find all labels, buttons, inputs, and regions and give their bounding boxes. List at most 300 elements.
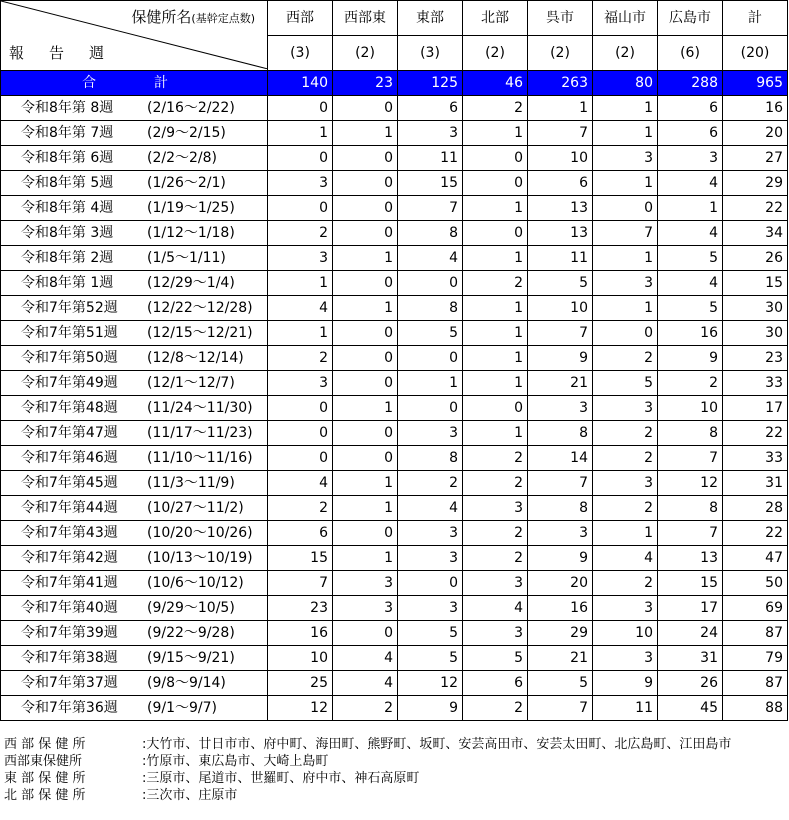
note-value: 三原市、尾道市、世羅町、府中市、神石高原町: [146, 771, 420, 786]
value-cell: 3: [528, 396, 593, 421]
week-cell: [1, 646, 268, 671]
column-header-fukuyama: 福山市: [593, 1, 658, 36]
week-label: 令和8年第 5週: [21, 175, 114, 191]
column-header-north: 北部: [463, 1, 528, 36]
value-cell: 6: [398, 96, 463, 121]
week-label: 令和7年第39週: [21, 625, 118, 641]
value-cell: 0: [398, 271, 463, 296]
value-cell: 15: [658, 571, 723, 596]
value-cell: 34: [723, 221, 788, 246]
week-cell: [1, 146, 268, 171]
table-row: [1, 671, 788, 696]
value-cell: 9: [528, 346, 593, 371]
value-cell: 0: [268, 421, 333, 446]
value-cell: 0: [333, 446, 398, 471]
value-cell: 8: [658, 496, 723, 521]
week-range: (9/8～9/14): [147, 675, 226, 691]
value-cell: 2: [268, 221, 333, 246]
total-cell: 80: [593, 71, 658, 96]
value-cell: 16: [268, 621, 333, 646]
value-cell: 7: [528, 471, 593, 496]
value-cell: 2: [333, 696, 398, 721]
value-cell: 0: [593, 196, 658, 221]
week-range: (10/20～10/26): [147, 525, 253, 541]
value-cell: 3: [463, 496, 528, 521]
week-cell: [1, 96, 268, 121]
value-cell: 1: [658, 196, 723, 221]
value-cell: 0: [398, 346, 463, 371]
value-cell: 0: [333, 271, 398, 296]
value-cell: 0: [333, 171, 398, 196]
value-cell: 3: [333, 571, 398, 596]
table-row: [1, 121, 788, 146]
week-range: (11/24～11/30): [147, 400, 253, 416]
value-cell: 3: [268, 246, 333, 271]
value-cell: 25: [268, 671, 333, 696]
value-cell: 9: [528, 546, 593, 571]
value-cell: 1: [593, 121, 658, 146]
week-label: 令和8年第 7週: [21, 125, 114, 141]
facility-header-label: 保健所名(基幹定点数): [131, 8, 255, 26]
column-header-total: 計: [723, 1, 788, 36]
value-cell: 1: [268, 271, 333, 296]
value-cell: 13: [528, 221, 593, 246]
value-cell: 1: [463, 371, 528, 396]
value-cell: 47: [723, 546, 788, 571]
value-cell: 1: [333, 396, 398, 421]
value-cell: 2: [593, 446, 658, 471]
week-cell: [1, 321, 268, 346]
week-range: (1/19～1/25): [147, 200, 235, 216]
week-cell: [1, 271, 268, 296]
value-cell: 4: [463, 596, 528, 621]
value-cell: 0: [268, 196, 333, 221]
value-cell: 0: [333, 421, 398, 446]
week-cell: [1, 546, 268, 571]
column-header-west-east: 西部東: [333, 1, 398, 36]
value-cell: 1: [268, 121, 333, 146]
week-range: (10/6～10/12): [147, 575, 244, 591]
value-cell: 8: [398, 221, 463, 246]
total-cell: 288: [658, 71, 723, 96]
value-cell: 27: [723, 146, 788, 171]
value-cell: 26: [723, 246, 788, 271]
value-cell: 50: [723, 571, 788, 596]
value-cell: 15: [398, 171, 463, 196]
value-cell: 0: [398, 571, 463, 596]
value-cell: 10: [268, 646, 333, 671]
table-row: [1, 571, 788, 596]
value-cell: 87: [723, 621, 788, 646]
week-range: (12/22～12/28): [147, 300, 253, 316]
value-cell: 79: [723, 646, 788, 671]
note-key: 西 部 保 健 所: [4, 737, 86, 752]
week-label: 令和7年第47週: [21, 425, 118, 441]
week-cell: [1, 221, 268, 246]
total-row: [1, 71, 788, 96]
note-line: 東 部 保 健 所 :三原市、尾道市、世羅町、府中市、神石高原町: [4, 771, 420, 786]
value-cell: 1: [528, 96, 593, 121]
total-cell: 23: [333, 71, 398, 96]
value-cell: 3: [528, 521, 593, 546]
value-cell: 15: [723, 271, 788, 296]
value-cell: 0: [333, 371, 398, 396]
week-range: (9/1～9/7): [147, 700, 217, 716]
value-cell: 8: [528, 421, 593, 446]
value-cell: 3: [593, 596, 658, 621]
table-row: [1, 421, 788, 446]
note-value: 竹原市、東広島市、大崎上島町: [146, 754, 329, 769]
value-cell: 1: [593, 521, 658, 546]
column-count-fukuyama: (2): [593, 36, 658, 71]
value-cell: 6: [658, 121, 723, 146]
value-cell: 10: [658, 396, 723, 421]
value-cell: 20: [528, 571, 593, 596]
week-cell: [1, 446, 268, 471]
value-cell: 3: [398, 596, 463, 621]
value-cell: 16: [528, 596, 593, 621]
table-row: [1, 96, 788, 121]
value-cell: 8: [528, 496, 593, 521]
value-cell: 0: [333, 621, 398, 646]
note-value: 三次市、庄原市: [146, 788, 238, 803]
value-cell: 3: [398, 421, 463, 446]
week-label: 令和7年第46週: [21, 450, 118, 466]
value-cell: 0: [593, 321, 658, 346]
week-range: (2/2～2/8): [147, 150, 217, 166]
week-cell: [1, 171, 268, 196]
value-cell: 12: [398, 671, 463, 696]
value-cell: 0: [333, 346, 398, 371]
week-cell: [1, 246, 268, 271]
value-cell: 0: [268, 396, 333, 421]
value-cell: 0: [463, 171, 528, 196]
value-cell: 20: [723, 121, 788, 146]
table-row: [1, 321, 788, 346]
jurisdiction-notes: [4, 736, 731, 804]
column-header-hiroshima: 広島市: [658, 1, 723, 36]
value-cell: 10: [528, 146, 593, 171]
column-header-east: 東部: [398, 1, 463, 36]
value-cell: 2: [593, 421, 658, 446]
value-cell: 12: [658, 471, 723, 496]
week-label: 令和7年第36週: [21, 700, 118, 716]
value-cell: 6: [463, 671, 528, 696]
value-cell: 7: [593, 221, 658, 246]
week-label: 令和8年第 4週: [21, 200, 114, 216]
value-cell: 31: [723, 471, 788, 496]
value-cell: 1: [463, 196, 528, 221]
value-cell: 23: [723, 346, 788, 371]
value-cell: 1: [463, 296, 528, 321]
value-cell: 4: [398, 496, 463, 521]
week-range: (12/15～12/21): [147, 325, 253, 341]
value-cell: 7: [398, 196, 463, 221]
week-label: 令和7年第48週: [21, 400, 118, 416]
table-row: [1, 621, 788, 646]
value-cell: 6: [268, 521, 333, 546]
total-label: 合計: [1, 71, 268, 96]
value-cell: 4: [398, 246, 463, 271]
value-cell: 3: [593, 146, 658, 171]
week-cell: [1, 121, 268, 146]
value-cell: 5: [398, 621, 463, 646]
week-range: (2/16～2/22): [147, 100, 235, 116]
value-cell: 6: [528, 171, 593, 196]
value-cell: 0: [268, 96, 333, 121]
table-row: [1, 596, 788, 621]
value-cell: 0: [333, 146, 398, 171]
value-cell: 4: [268, 296, 333, 321]
value-cell: 5: [398, 646, 463, 671]
value-cell: 2: [658, 371, 723, 396]
table-row: [1, 171, 788, 196]
week-label: 令和7年第41週: [21, 575, 118, 591]
value-cell: 1: [398, 371, 463, 396]
value-cell: 1: [593, 96, 658, 121]
week-cell: [1, 496, 268, 521]
value-cell: 1: [333, 121, 398, 146]
value-cell: 3: [658, 146, 723, 171]
value-cell: 16: [658, 321, 723, 346]
value-cell: 1: [268, 321, 333, 346]
week-cell: [1, 421, 268, 446]
table-row: [1, 296, 788, 321]
value-cell: 1: [593, 171, 658, 196]
week-label: 令和7年第43週: [21, 525, 118, 541]
value-cell: 1: [463, 121, 528, 146]
value-cell: 88: [723, 696, 788, 721]
column-count-west-east: (2): [333, 36, 398, 71]
note-key: 北 部 保 健 所: [4, 788, 86, 803]
week-label: 令和7年第37週: [21, 675, 118, 691]
column-count-kure: (2): [528, 36, 593, 71]
total-cell: 46: [463, 71, 528, 96]
value-cell: 22: [723, 521, 788, 546]
value-cell: 31: [658, 646, 723, 671]
value-cell: 1: [333, 471, 398, 496]
week-label: 令和8年第 8週: [21, 100, 114, 116]
value-cell: 0: [463, 146, 528, 171]
table-row: [1, 371, 788, 396]
value-cell: 1: [333, 546, 398, 571]
value-cell: 3: [268, 371, 333, 396]
value-cell: 13: [528, 196, 593, 221]
value-cell: 33: [723, 446, 788, 471]
value-cell: 2: [463, 471, 528, 496]
total-cell: 263: [528, 71, 593, 96]
value-cell: 30: [723, 321, 788, 346]
value-cell: 3: [593, 646, 658, 671]
value-cell: 87: [723, 671, 788, 696]
week-cell: [1, 471, 268, 496]
value-cell: 4: [333, 671, 398, 696]
total-cell: 125: [398, 71, 463, 96]
column-header-kure: 呉市: [528, 1, 593, 36]
week-label: 令和7年第44週: [21, 500, 118, 516]
value-cell: 8: [398, 296, 463, 321]
week-label: 令和7年第38週: [21, 650, 118, 666]
value-cell: 1: [593, 296, 658, 321]
value-cell: 29: [528, 621, 593, 646]
value-cell: 21: [528, 371, 593, 396]
value-cell: 2: [463, 96, 528, 121]
table-row: [1, 146, 788, 171]
week-cell: [1, 596, 268, 621]
value-cell: 2: [593, 496, 658, 521]
value-cell: 9: [593, 671, 658, 696]
table-row: [1, 196, 788, 221]
value-cell: 0: [333, 96, 398, 121]
table-row: [1, 471, 788, 496]
value-cell: 22: [723, 421, 788, 446]
column-header-west: 西部: [268, 1, 333, 36]
week-cell: [1, 521, 268, 546]
table-row: [1, 396, 788, 421]
table-row: [1, 546, 788, 571]
value-cell: 1: [463, 346, 528, 371]
value-cell: 2: [593, 346, 658, 371]
value-cell: 1: [333, 296, 398, 321]
value-cell: 7: [658, 521, 723, 546]
week-label: 令和8年第 3週: [21, 225, 114, 241]
value-cell: 9: [398, 696, 463, 721]
week-range: (1/26～2/1): [147, 175, 226, 191]
week-range: (1/5～1/11): [147, 250, 226, 266]
week-cell: [1, 396, 268, 421]
week-cell: [1, 696, 268, 721]
value-cell: 8: [398, 446, 463, 471]
week-range: (12/29～1/4): [147, 275, 235, 291]
note-key: 西部東保健所: [4, 754, 83, 769]
week-label: 令和7年第42週: [21, 550, 118, 566]
column-count-total: (20): [723, 36, 788, 71]
value-cell: 10: [528, 296, 593, 321]
value-cell: 15: [268, 546, 333, 571]
value-cell: 7: [528, 696, 593, 721]
value-cell: 11: [593, 696, 658, 721]
value-cell: 2: [463, 446, 528, 471]
header-row-names: [1, 1, 788, 36]
value-cell: 0: [333, 521, 398, 546]
value-cell: 3: [398, 121, 463, 146]
value-cell: 45: [658, 696, 723, 721]
note-line: 西部東保健所 :竹原市、東広島市、大崎上島町: [4, 754, 329, 769]
table-row: [1, 521, 788, 546]
value-cell: 33: [723, 371, 788, 396]
week-header-label: 報告週: [9, 44, 130, 62]
value-cell: 8: [658, 421, 723, 446]
week-range: (12/8～12/14): [147, 350, 244, 366]
value-cell: 5: [658, 296, 723, 321]
value-cell: 3: [593, 471, 658, 496]
week-label: 令和7年第45週: [21, 475, 118, 491]
value-cell: 3: [593, 396, 658, 421]
table-row: [1, 346, 788, 371]
value-cell: 4: [593, 546, 658, 571]
value-cell: 26: [658, 671, 723, 696]
week-range: (2/9～2/15): [147, 125, 226, 141]
table-row: [1, 271, 788, 296]
value-cell: 2: [268, 496, 333, 521]
value-cell: 0: [268, 446, 333, 471]
value-cell: 7: [268, 571, 333, 596]
week-cell: [1, 671, 268, 696]
value-cell: 1: [333, 496, 398, 521]
value-cell: 14: [528, 446, 593, 471]
value-cell: 4: [333, 646, 398, 671]
value-cell: 3: [463, 621, 528, 646]
value-cell: 1: [593, 246, 658, 271]
week-label: 令和8年第 6週: [21, 150, 114, 166]
note-line: 北 部 保 健 所 :三次市、庄原市: [4, 788, 238, 803]
total-cell: 140: [268, 71, 333, 96]
value-cell: 0: [398, 396, 463, 421]
week-range: (9/29～10/5): [147, 600, 235, 616]
note-key: 東 部 保 健 所: [4, 771, 86, 786]
value-cell: 21: [528, 646, 593, 671]
week-cell: [1, 196, 268, 221]
value-cell: 5: [398, 321, 463, 346]
value-cell: 1: [463, 321, 528, 346]
value-cell: 7: [658, 446, 723, 471]
week-range: (9/22～9/28): [147, 625, 235, 641]
week-cell: [1, 346, 268, 371]
week-cell: [1, 296, 268, 321]
week-range: (12/1～12/7): [147, 375, 235, 391]
week-range: (9/15～9/21): [147, 650, 235, 666]
value-cell: 23: [268, 596, 333, 621]
value-cell: 5: [593, 371, 658, 396]
week-cell: [1, 571, 268, 596]
value-cell: 0: [333, 321, 398, 346]
table-row: [1, 221, 788, 246]
week-range: (11/10～11/16): [147, 450, 253, 466]
note-value: 大竹市、廿日市市、府中町、海田町、熊野町、坂町、安芸高田市、安芸太田町、北広島町、江田島市: [146, 737, 732, 752]
week-label: 令和7年第49週: [21, 375, 118, 391]
week-cell: [1, 621, 268, 646]
value-cell: 5: [463, 646, 528, 671]
value-cell: 17: [723, 396, 788, 421]
value-cell: 1: [463, 421, 528, 446]
column-count-east: (3): [398, 36, 463, 71]
value-cell: 3: [593, 271, 658, 296]
week-label: 令和8年第 2週: [21, 250, 114, 266]
value-cell: 5: [658, 246, 723, 271]
column-count-hiroshima: (6): [658, 36, 723, 71]
value-cell: 4: [658, 171, 723, 196]
value-cell: 2: [463, 271, 528, 296]
value-cell: 5: [528, 671, 593, 696]
header-corner-cell: [1, 1, 268, 71]
value-cell: 69: [723, 596, 788, 621]
value-cell: 0: [463, 221, 528, 246]
value-cell: 1: [333, 246, 398, 271]
value-cell: 2: [593, 571, 658, 596]
table-row: [1, 496, 788, 521]
value-cell: 2: [268, 346, 333, 371]
week-label: 令和7年第50週: [21, 350, 118, 366]
value-cell: 3: [268, 171, 333, 196]
value-cell: 0: [268, 146, 333, 171]
week-range: (10/27～11/2): [147, 500, 244, 516]
column-count-north: (2): [463, 36, 528, 71]
value-cell: 4: [658, 221, 723, 246]
value-cell: 4: [268, 471, 333, 496]
table-row: [1, 646, 788, 671]
week-label: 令和7年第51週: [21, 325, 118, 341]
value-cell: 17: [658, 596, 723, 621]
